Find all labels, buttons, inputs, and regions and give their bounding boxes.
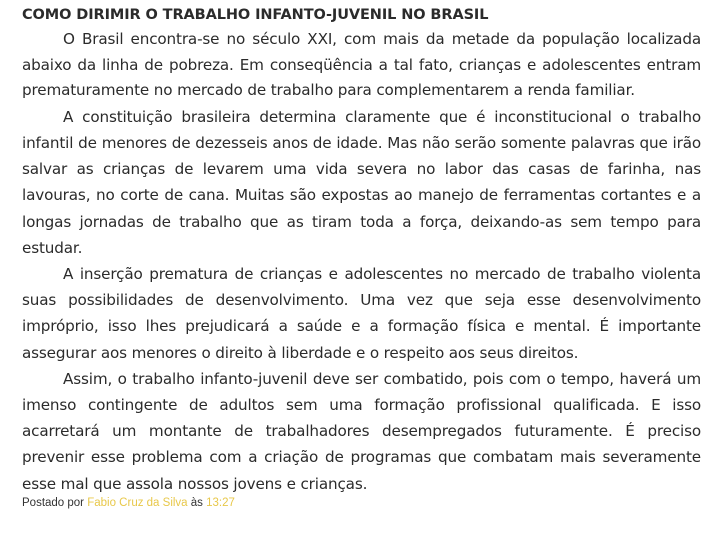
post-footer [22,496,701,510]
paragraph-3: A inserção prematura de crianças e adolescentes no mercado de trabalho violenta suas possibilidades de desenvolvimento. Uma vez que seja esse desenvolvimento impróprio, isso lhes prejudicará a saúde e a formação física e mental. É importante assegurar aos menores o direito à liberdade e o respeito aos seus direitos. [22,265,701,362]
post-content [22,6,701,510]
timestamp-link[interactable]: 13:27 [206,496,235,509]
footer-middle: às [187,496,207,509]
paragraph-2: A constituição brasileira determina claramente que é inconstitucional o trabalho infantil de menores de dezesseis anos de idade. Mas não serão somente palavras que irão salvar as crianças de levarem uma vida severa no labor das casas de farinha, nas lavouras, no corte de cana. Muitas são expostas ao manejo de ferramentas cortantes e a longas jornadas de trabalho que as tiram toda a força, deixando-as sem tempo para estudar. [22,107,701,257]
footer-prefix: Postado por [22,496,88,509]
paragraph-1: O Brasil encontra-se no século XXI, com mais da metade da população localizada abaixo da linha de pobreza. Em conseqüência a tal fato, crianças e adolescentes entram prematuramente no mercado de trabalho para complementarem a renda familiar. [22,30,701,100]
paragraph-4: Assim, o trabalho infanto-juvenil deve ser combatido, pois com o tempo, haverá um imenso contingente de adultos sem uma formação profissional qualificada. E isso acarretará um montante de trabalhadores desempregados futuramente. É preciso prevenir esse problema com a criação de programas que combatam mais severamente esse mal que assola nossos jovens e crianças. [22,369,701,493]
author-link[interactable]: Fabio Cruz da Silva [87,496,188,509]
post-title: COMO DIRIMIR O TRABALHO INFANTO-JUVENIL NO BRASIL [22,7,489,23]
